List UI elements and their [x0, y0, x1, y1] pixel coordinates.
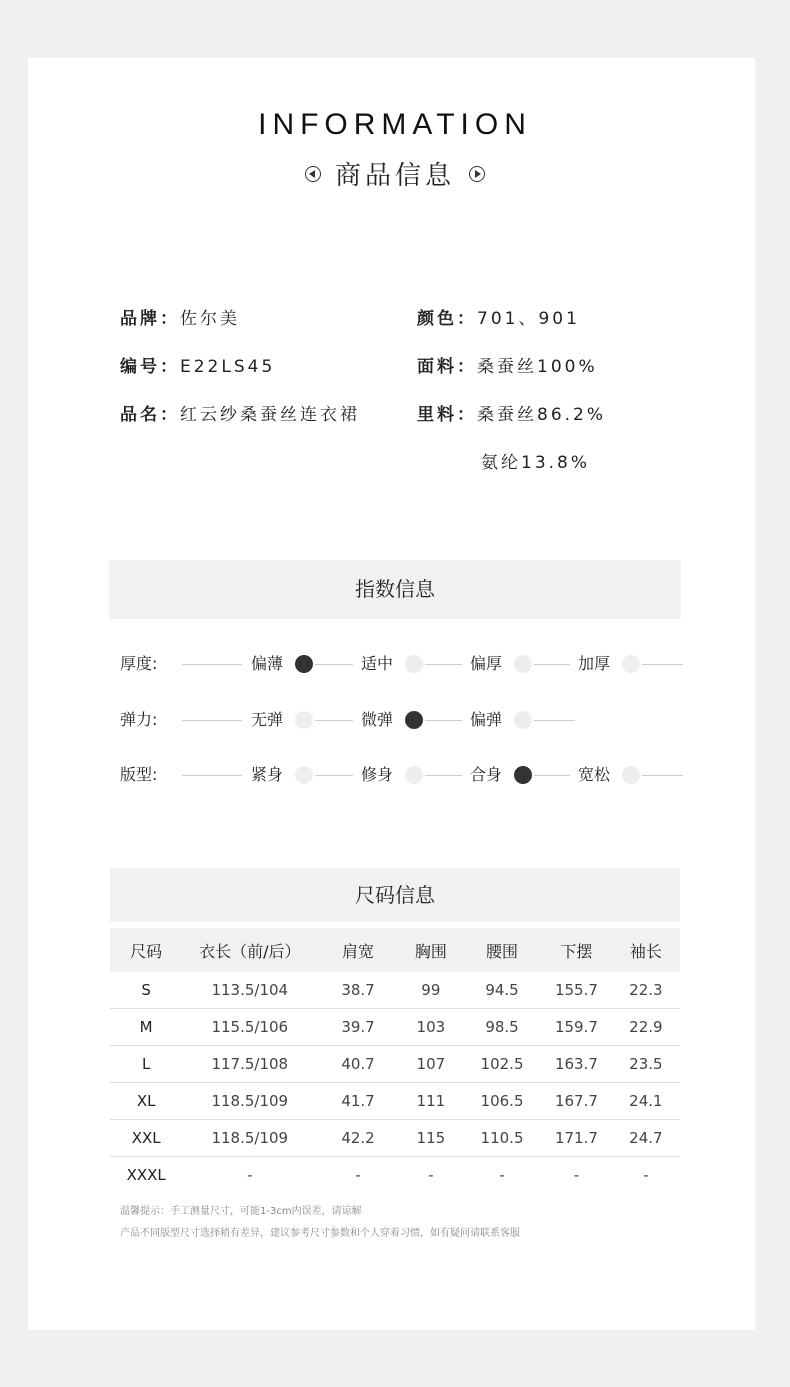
info-name — [120, 400, 360, 425]
size-header-cell: 下摆 — [541, 928, 612, 972]
index-option-label: 无弹 — [251, 710, 284, 729]
index-option-label: 修身 — [361, 765, 394, 784]
title-english: INFORMATION — [258, 108, 532, 141]
size-cell: XL — [110, 1083, 182, 1120]
index-row — [0, 649, 790, 679]
size-cell: 115.5/106 — [182, 1009, 317, 1046]
size-cell: 167.7 — [541, 1083, 612, 1120]
arrow-right-icon — [469, 166, 485, 182]
fabric-value: 桑蚕丝100% — [477, 357, 598, 377]
size-cell: - — [428, 1166, 434, 1184]
size-cell: XXXL — [126, 1166, 166, 1184]
size-cell: L — [110, 1046, 182, 1083]
index-line — [315, 775, 353, 776]
index-row-label: 厚度: — [120, 654, 158, 673]
size-cell: - — [247, 1166, 253, 1184]
index-section-title: 指数信息 — [109, 560, 681, 619]
brand-value: 佐尔美 — [180, 309, 240, 329]
note-line-1: 温馨提示：手工测量尺寸，可能1-3cm内误差，请谅解 — [120, 1206, 362, 1217]
info-code — [120, 352, 275, 377]
size-cell: 40.7 — [317, 1046, 399, 1083]
color-label: 颜色： — [417, 309, 477, 329]
code-label: 编号： — [120, 357, 180, 377]
table-row — [110, 1046, 680, 1083]
size-cell: 98.5 — [463, 1009, 541, 1046]
title-chinese — [0, 155, 790, 192]
index-option-label: 偏厚 — [470, 654, 503, 673]
size-cell: 117.5/108 — [182, 1046, 317, 1083]
index-dot — [405, 655, 423, 673]
table-row — [110, 1157, 680, 1194]
index-option-label: 紧身 — [251, 765, 284, 784]
index-line — [534, 775, 570, 776]
size-cell: 39.7 — [317, 1009, 399, 1046]
index-line — [425, 775, 462, 776]
index-row-label: 版型: — [120, 765, 158, 784]
index-dot — [514, 655, 532, 673]
size-cell: 107 — [399, 1046, 463, 1083]
index-line — [315, 720, 353, 721]
index-dot — [622, 655, 640, 673]
index-dot — [405, 766, 423, 784]
size-cell: 115 — [399, 1120, 463, 1157]
size-cell: 24.1 — [612, 1083, 680, 1120]
size-cell: 118.5/109 — [182, 1083, 317, 1120]
size-cell: 111 — [399, 1083, 463, 1120]
brand-label: 品牌： — [120, 309, 180, 329]
index-row — [0, 705, 790, 735]
index-dot-selected — [405, 711, 423, 729]
name-value: 红云纱桑蚕丝连衣裙 — [180, 405, 360, 425]
index-dot — [514, 711, 532, 729]
lining-value-1: 桑蚕丝86.2% — [477, 405, 607, 425]
size-cell: - — [643, 1166, 649, 1184]
arrow-left-icon — [305, 166, 321, 182]
size-cell: 23.5 — [612, 1046, 680, 1083]
size-cell: 171.7 — [541, 1120, 612, 1157]
index-dot-selected — [295, 655, 313, 673]
size-cell: - — [573, 1166, 580, 1184]
size-table — [110, 928, 680, 1193]
title-chinese-text: 商品信息 — [334, 161, 455, 191]
index-option-label: 加厚 — [578, 654, 611, 673]
table-row — [110, 1120, 680, 1157]
index-option-label: 宽松 — [578, 765, 611, 784]
size-cell: 38.7 — [317, 972, 399, 1009]
index-dot — [295, 766, 313, 784]
index-option-label: 微弹 — [361, 710, 394, 729]
size-cell: 113.5/104 — [182, 972, 317, 1009]
size-header-cell: 肩宽 — [317, 928, 399, 972]
size-header-cell: 衣长（前/后） — [182, 928, 317, 972]
index-row — [0, 760, 790, 790]
size-header-cell: 尺码 — [110, 928, 182, 972]
info-fabric — [417, 352, 598, 377]
size-header-cell: 胸围 — [399, 928, 463, 972]
index-row-label: 弹力: — [120, 710, 158, 729]
info-color — [417, 304, 580, 329]
note-line-2: 产品不同版型尺寸选择稍有差异，建议参考尺寸参数和个人穿着习惯，如有疑问请联系客服 — [120, 1228, 520, 1239]
index-option-label: 偏薄 — [251, 654, 284, 673]
size-cell: - — [499, 1166, 505, 1184]
fabric-label: 面料： — [417, 357, 477, 377]
index-line — [425, 664, 462, 665]
size-cell: S — [110, 972, 182, 1009]
index-line — [642, 664, 683, 665]
index-line — [425, 720, 462, 721]
index-line — [182, 720, 242, 721]
index-line — [642, 775, 683, 776]
lining-label: 里料： — [417, 405, 477, 425]
index-line — [534, 664, 570, 665]
index-dot — [622, 766, 640, 784]
size-cell: XXL — [110, 1120, 182, 1157]
name-label: 品名： — [120, 405, 180, 425]
size-cell: 110.5 — [463, 1120, 541, 1157]
info-brand — [120, 304, 240, 329]
size-cell: 24.7 — [612, 1120, 680, 1157]
index-option-label: 合身 — [470, 765, 503, 784]
info-lining — [417, 400, 606, 425]
size-cell: 99 — [399, 972, 463, 1009]
table-row — [110, 1009, 680, 1046]
index-line — [315, 664, 353, 665]
size-cell: 102.5 — [463, 1046, 541, 1083]
size-cell: 159.7 — [541, 1009, 612, 1046]
size-cell: 106.5 — [463, 1083, 541, 1120]
index-line — [182, 775, 242, 776]
size-cell: 118.5/109 — [182, 1120, 317, 1157]
size-header-cell: 腰围 — [463, 928, 541, 972]
table-row — [110, 1083, 680, 1120]
size-cell: 22.3 — [612, 972, 680, 1009]
size-cell: 94.5 — [463, 972, 541, 1009]
size-cell: 163.7 — [541, 1046, 612, 1083]
size-section-title: 尺码信息 — [110, 868, 680, 922]
table-row — [110, 972, 680, 1009]
index-option-label: 偏弹 — [470, 710, 503, 729]
size-cell: 42.2 — [317, 1120, 399, 1157]
size-cell: M — [110, 1009, 182, 1046]
index-line — [534, 720, 575, 721]
size-cell: - — [355, 1166, 361, 1184]
size-cell: 41.7 — [317, 1083, 399, 1120]
color-value: 701、901 — [477, 309, 580, 329]
lining-value-2: 氨纶13.8% — [481, 453, 591, 473]
size-cell: 155.7 — [541, 972, 612, 1009]
index-option-label: 适中 — [361, 654, 394, 673]
index-line — [182, 664, 242, 665]
size-header-cell: 袖长 — [612, 928, 680, 972]
size-cell: 22.9 — [612, 1009, 680, 1046]
index-dot-selected — [514, 766, 532, 784]
size-cell: 103 — [399, 1009, 463, 1046]
index-dot — [295, 711, 313, 729]
code-value: E22LS45 — [180, 357, 276, 377]
